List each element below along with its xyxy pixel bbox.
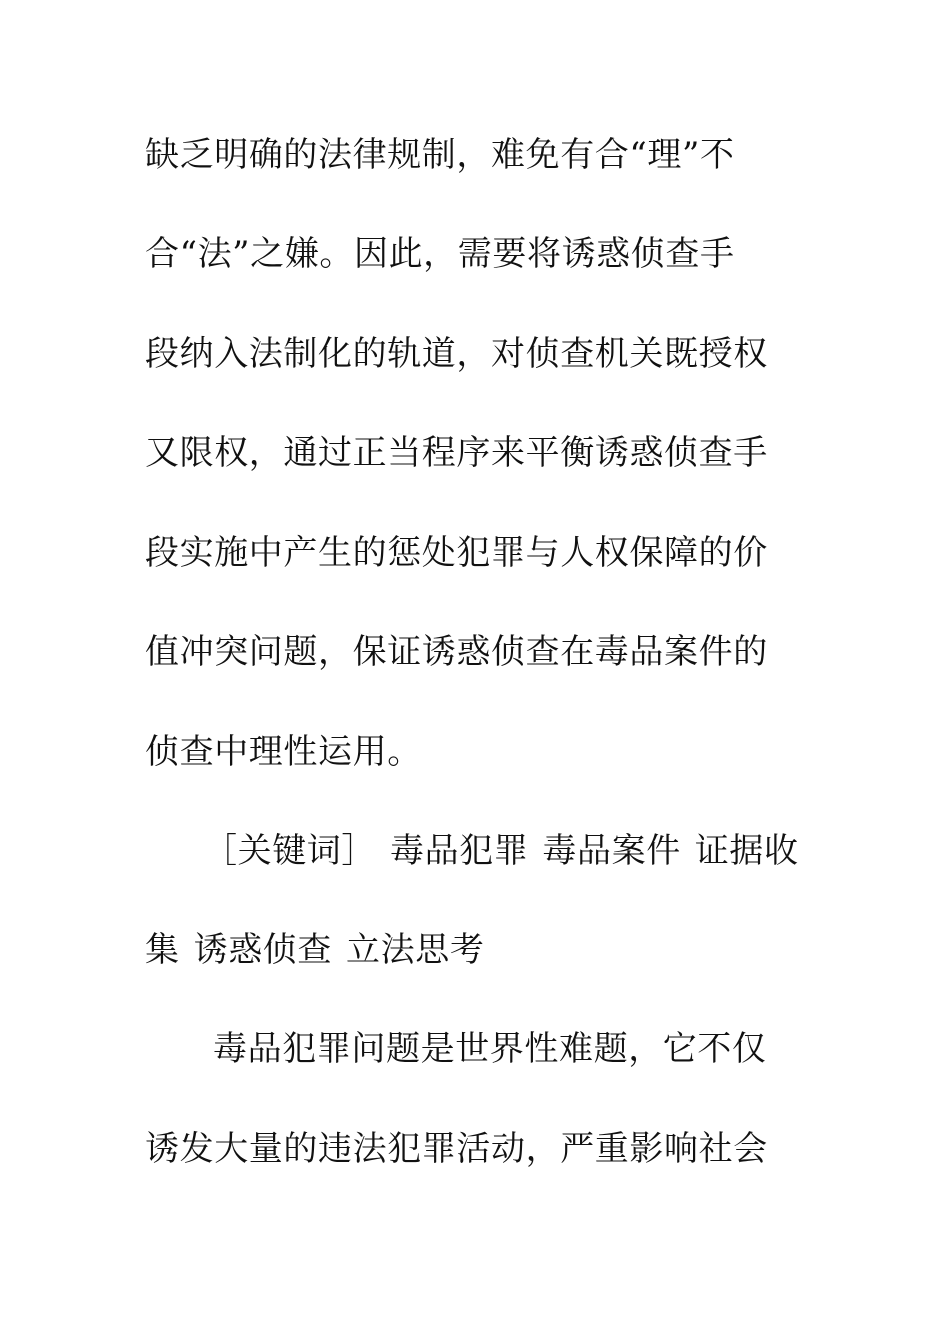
keyword: 诱惑侦查 <box>193 930 333 970</box>
abstract-line: 段纳入法制化的轨道，对侦查机关既授权 <box>145 334 768 374</box>
keywords-line <box>145 930 484 970</box>
abstract-line: 合“法”之嫌。因此，需要将诱惑侦查手 <box>145 234 735 274</box>
abstract-line: 侦查中理性运用。 <box>145 732 422 772</box>
keyword: 立法思考 <box>346 930 485 970</box>
abstract-line: 缺乏明确的法律规制，难免有合“理”不 <box>145 135 735 175</box>
keyword: 集 <box>145 930 180 970</box>
body-line: 诱发大量的违法犯罪活动，严重影响社会 <box>145 1129 768 1169</box>
abstract-line: 段实施中产生的惩处犯罪与人权保障的价 <box>145 533 768 573</box>
keyword: 毒品犯罪 <box>390 831 529 871</box>
keywords-line <box>203 831 799 871</box>
keyword: 证据收 <box>694 831 799 871</box>
keyword: 毒品案件 <box>542 831 681 871</box>
abstract-line: 又限权，通过正当程序来平衡诱惑侦查手 <box>145 433 768 473</box>
keywords-label: ［关键词］ <box>203 831 376 871</box>
body-line: 毒品犯罪问题是世界性难题，它不仅 <box>213 1029 767 1069</box>
abstract-line: 值冲突问题，保证诱惑侦查在毒品案件的 <box>145 632 768 672</box>
